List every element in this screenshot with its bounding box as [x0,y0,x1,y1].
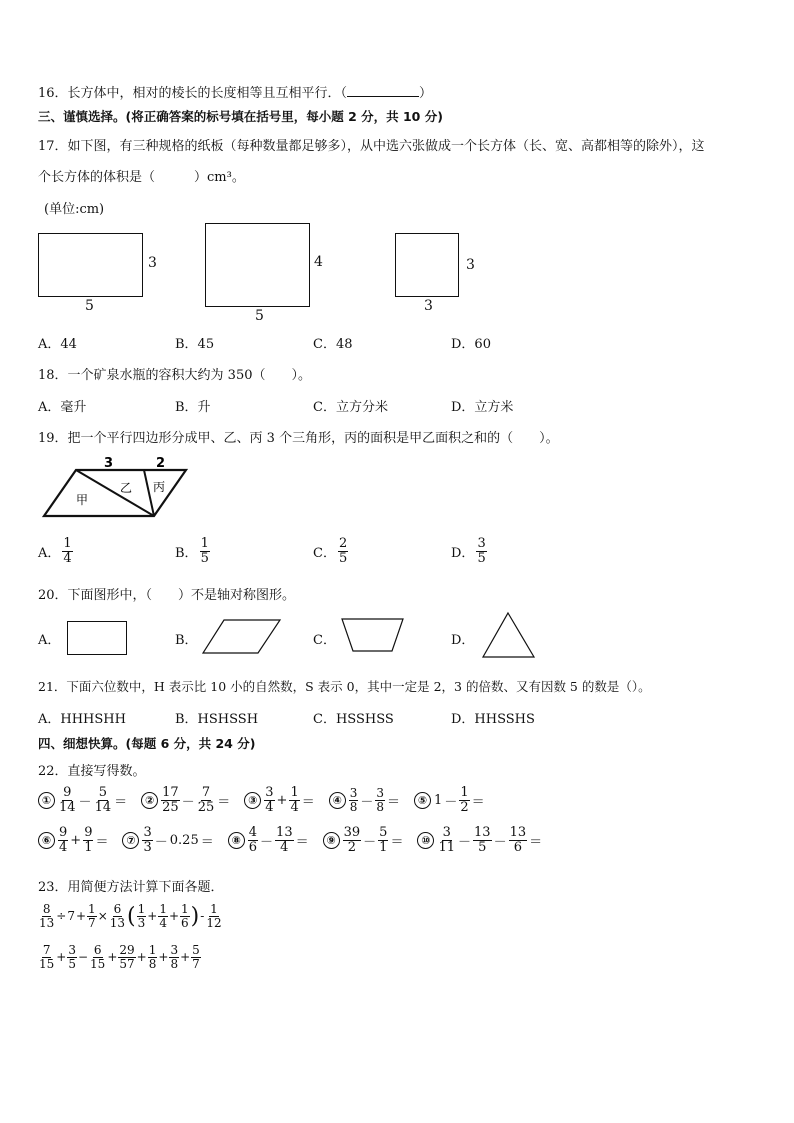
triangle-shape [481,611,537,659]
option-letter: A． [38,545,61,561]
fraction: $\frac{1}{4}$ [63,536,72,566]
section-3-heading: 三、谨慎选择。(将正确答案的标号填在括号里，每小题 2 分，共 10 分) [38,109,443,124]
top-label-3: 3 [104,456,114,471]
question-16 [38,82,432,101]
fraction: $\frac{1}{2}$ [460,785,469,815]
fraction: $\frac{5}{1}$ [379,825,388,855]
q19-option-b[interactable] [175,537,210,565]
fraction: $\frac{7}{15}$ [39,943,55,971]
q17-line2: 个长方体的体积是（ ）cm³。 [38,170,245,185]
fraction: $\frac{39}{2}$ [343,825,361,855]
fraction: $\frac{3}{8}$ [170,943,179,971]
q19-text: 19．把一个平行四边形分成甲、乙、丙 3 个三角形，丙的面积是甲乙面积之和的（ ）。 [38,431,559,446]
dim-label: 3 [466,257,475,273]
fraction: $\frac{3}{3}$ [143,825,152,855]
q16-close: ） [419,86,433,101]
fraction: $\frac{3}{5}$ [477,536,486,566]
q19-option-a[interactable] [38,537,73,565]
q18-option-c[interactable]: C．立方分米 [313,400,388,415]
dim-label: 5 [255,308,264,324]
q23-expression-2: $\frac{7}{15}$ + $\frac{3}{5}$ − $\frac{6}{15}$ + $\frac{29}{57}$ + $\frac{1}{8}$ + $\frac{3}{8}$ + $\frac{5}{7}$ [39,943,200,971]
fraction: $\frac{1}{8}$ [148,943,157,971]
q20-text: 20．下面图形中，（ ）不是轴对称图形。 [38,588,296,603]
answer-blank[interactable] [347,84,419,97]
parallelogram-shape [202,619,282,655]
fraction: $\frac{3}{11}$ [438,825,456,855]
fraction: $\frac{13}{6}$ [509,825,527,855]
option-letter: D． [451,545,475,561]
region-bing: 丙 [153,480,166,494]
item-number: ① [38,792,55,809]
q17-option-c[interactable]: C．48 [313,337,353,352]
region-jia: 甲 [76,493,89,507]
q18-text: 18．一个矿泉水瓶的容积大约为 350（ ）。 [38,368,311,383]
dim-label: 5 [85,298,94,314]
item-number: ⑩ [417,832,434,849]
fraction: $\frac{3}{5}$ [68,943,76,971]
fraction: $\frac{9}{1}$ [84,825,93,855]
q19-option-c[interactable] [313,537,348,565]
option-letter: C． [313,545,336,561]
fraction: $\frac{9}{4}$ [59,825,68,855]
item-number: ⑤ [414,792,431,809]
q21-text: 21．下面六位数中，H 表示比 10 小的自然数，S 表示 0，其中一定是 2，3 的倍数、又有因数 5 的数是（）。 [38,679,651,694]
item-number: ⑥ [38,832,55,849]
q21-option-d[interactable]: D．HHSSHS [451,712,535,727]
q20-option-a[interactable]: A． [38,633,61,648]
fraction: $\frac{1}{12}$ [206,902,222,930]
q23-text: 23．用简便方法计算下面各题． [38,880,224,895]
q16-text: 16．长方体中，相对的棱长的长度相等且互相平行．（ [38,86,348,101]
q17-option-b[interactable]: B．45 [175,337,215,352]
q17-option-a[interactable]: A．44 [38,337,77,352]
q19-option-d[interactable] [451,537,487,565]
q22-row-2: ⑥ $\frac{9}{4}$ + $\frac{9}{1}$ ＝ ⑦ $\frac{3}{3}$ － 0.25 ＝ ⑧ $\frac{4}{6}$ － $\frac{13}{4}$ ＝ ⑨ $\frac{39}{2}$ － $\frac{5}{1}$ ＝ ⑩ $\frac{3}{11}$ － $\frac{13}{5}$ － $\frac{13}{6}$ ＝ [38,826,542,854]
fraction: $\frac{13}{5}$ [474,825,491,855]
top-label-2: 2 [156,456,166,471]
fraction: $\frac{5}{14}$ [94,785,112,815]
item-number: ⑦ [122,832,139,849]
fraction: $\frac{1}{4}$ [159,902,167,930]
item-number: ⑨ [323,832,340,849]
q18-option-a[interactable]: A．毫升 [38,400,87,415]
q18-option-d[interactable]: D．立方米 [451,400,514,415]
q21-option-c[interactable]: C．HSSHSS [313,712,394,727]
fraction: $\frac{3}{8}$ [376,786,385,814]
fraction: $\frac{4}{6}$ [248,825,258,855]
rectangle-shape [67,621,127,655]
fraction: $\frac{1}{5}$ [200,536,209,566]
q22-row-1: ① $\frac{9}{14}$ － $\frac{5}{14}$ ＝ ② $\frac{17}{25}$ － $\frac{7}{25}$ ＝ ③ $\frac{3}{4}$ + $\frac{1}{4}$ ＝ ④ $\frac{3}{8}$ － $\frac{3}{8}$ ＝ ⑤ 1 － $\frac{1}{2}$ ＝ [38,786,485,814]
item-number: ③ [244,792,261,809]
board-rect-5x4 [205,223,310,307]
fraction: $\frac{29}{57}$ [119,943,135,971]
fraction: $\frac{8}{13}$ [39,902,55,930]
q18-option-b[interactable]: B．升 [175,400,211,415]
dim-label: 3 [148,255,157,271]
fraction: $\frac{6}{15}$ [90,943,106,971]
fraction: $\frac{3}{8}$ [349,786,358,814]
fraction: $\frac{2}{5}$ [338,536,348,566]
parallelogram-figure [40,454,190,522]
q20-option-d[interactable]: D． [451,633,475,648]
q20-option-c[interactable]: C． [313,633,336,648]
fraction: $\frac{1}{6}$ [181,902,189,930]
item-number: ② [141,792,158,809]
fraction: $\frac{6}{13}$ [109,902,126,930]
fraction: $\frac{9}{14}$ [59,785,76,815]
fraction: $\frac{17}{25}$ [162,785,179,815]
section-4-heading: 四、细想快算。(每题 6 分，共 24 分) [38,736,256,751]
q17-line1: 17．如下图，有三种规格的纸板（每种数量都足够多），从中选六张做成一个长方体（长、宽、高都相等的除外），这 [38,139,705,154]
fraction: $\frac{5}{7}$ [192,943,200,971]
trapezoid-shape [340,617,406,653]
fraction: $\frac{1}{3}$ [137,902,146,930]
dim-label: 3 [424,298,433,314]
fraction: $\frac{7}{25}$ [197,785,215,815]
item-number: ⑧ [228,832,245,849]
q21-option-b[interactable]: B．HSHSSH [175,712,259,727]
board-square-3x3 [395,233,459,297]
item-number: ④ [329,792,346,809]
q20-option-b[interactable]: B． [175,633,198,648]
dim-label: 4 [314,254,323,270]
q22-text: 22．直接写得数。 [38,764,146,779]
fraction: $\frac{1}{4}$ [290,785,299,815]
q21-option-a[interactable]: A．HHHSHH [38,712,126,727]
q23-expression-1: $\frac{8}{13}$ ÷ 7 + $\frac{1}{7}$ × $\frac{6}{13}$ ( $\frac{1}{3}$ + $\frac{1}{4}$ + $\frac{1}{6}$ ) - $\frac{1}{12}$ [39,902,222,930]
fraction: $\frac{1}{7}$ [88,902,96,930]
unit-label: (单位:cm) [44,202,105,217]
fraction: $\frac{3}{4}$ [265,785,274,815]
region-yi: 乙 [120,481,133,495]
fraction: $\frac{13}{4}$ [276,825,293,855]
board-rect-5x3 [38,233,143,297]
q17-option-d[interactable]: D．60 [451,337,491,352]
option-letter: B． [175,545,198,561]
